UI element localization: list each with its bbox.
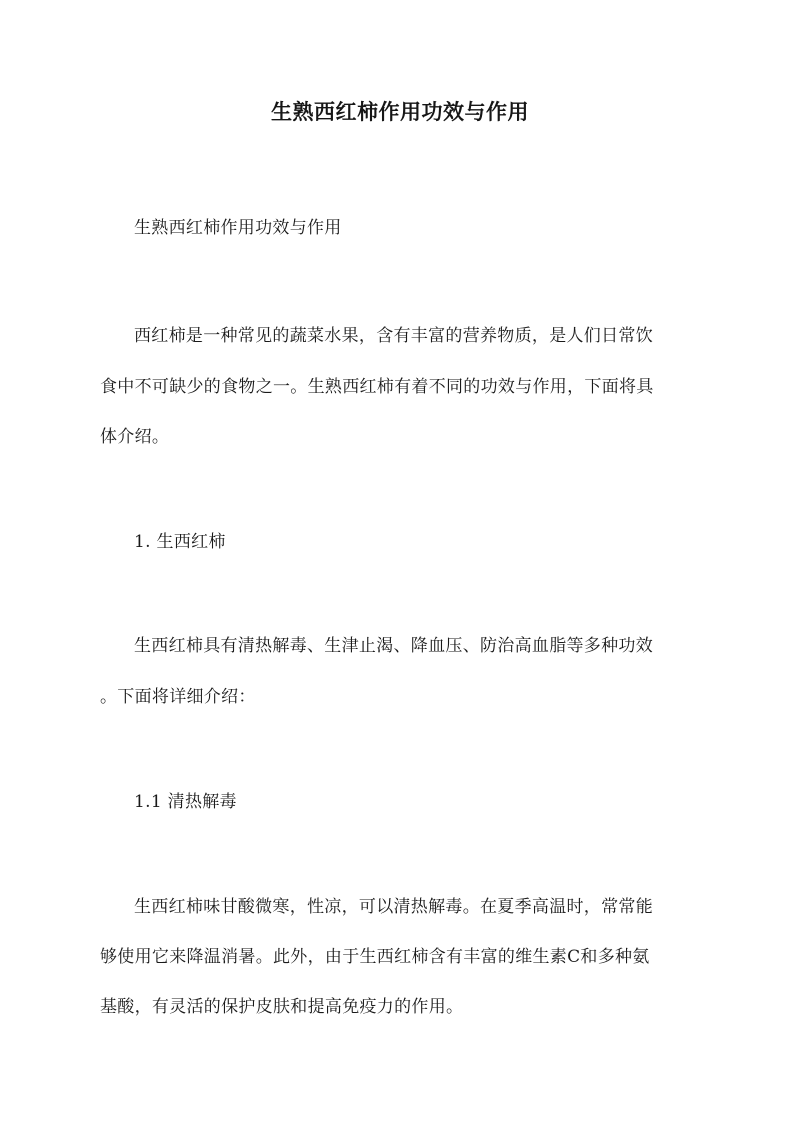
paragraph-line: 西红柿是一种常见的蔬菜水果，含有丰富的营养物质，是人们日常饮	[134, 326, 653, 346]
section-heading: 1. 生西红柿	[134, 532, 226, 552]
paragraph-line: 基酸，有灵活的保护皮肤和提高免疫力的作用。	[100, 997, 464, 1017]
subtitle-line: 生熟西红柿作用功效与作用	[134, 218, 342, 238]
paragraph-line: 。下面将详细介绍：	[100, 687, 256, 707]
paragraph-line: 生西红柿味甘酸微寒，性凉，可以清热解毒。在夏季高温时，常常能	[134, 897, 653, 917]
paragraph-line: 体介绍。	[100, 427, 170, 447]
subsection-heading: 1.1 清热解毒	[134, 792, 237, 812]
paragraph-line: 食中不可缺少的食物之一。生熟西红柿有着不同的功效与作用，下面将具	[100, 377, 654, 397]
paragraph-line: 生西红柿具有清热解毒、生津止渴、降血压、防治高血脂等多种功效	[134, 636, 653, 656]
document-title: 生熟西红柿作用功效与作用	[271, 99, 529, 124]
paragraph-line: 够使用它来降温消暑。此外，由于生西红柿含有丰富的维生素C和多种氨	[100, 947, 650, 967]
